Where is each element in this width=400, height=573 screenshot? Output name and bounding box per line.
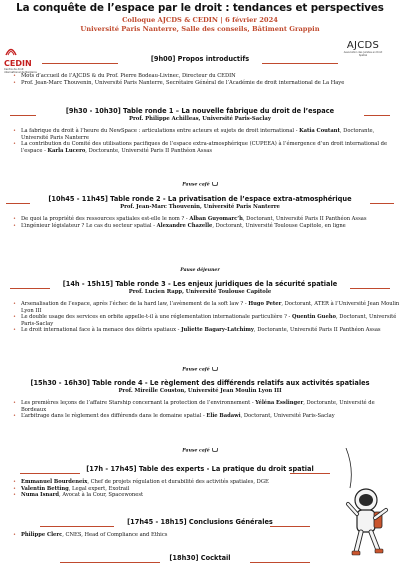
ajcds-logo-sub: Association des Juristes en Droit Spatial xyxy=(343,51,383,57)
section-time: [17h - 17h45] xyxy=(86,465,137,473)
section-title: Table ronde 2 - La privatisation de l’espace extra-atmosphérique xyxy=(110,195,352,203)
section-chair: Prof. Jean-Marc Thouvenin, Université Paris Nanterre xyxy=(120,204,280,210)
section-chair: Prof. Lucien Rapp, Université Toulouse Capitole xyxy=(128,289,272,295)
title-rule-right xyxy=(270,526,310,527)
section-table-ronde-2 xyxy=(0,195,400,229)
ajcds-logo-name: AJCDS xyxy=(346,40,380,51)
section-time: [15h30 - 16h30] xyxy=(30,379,90,387)
page-title: La conquête de l’espace par le droit : tendances et perspectives xyxy=(16,2,384,14)
section-time: [9h30 - 10h30] xyxy=(65,107,121,115)
section-title: Propos introductifs xyxy=(177,55,250,63)
astronaut-illustration-icon xyxy=(336,448,394,568)
section-title: Conclusions Générales xyxy=(188,518,273,526)
pause-dejeuner: Pause déjeuner xyxy=(180,268,220,273)
section-time: [10h45 - 11h45] xyxy=(48,195,108,203)
title-rule-left xyxy=(10,115,36,116)
agenda-list xyxy=(0,128,400,154)
list-item: • Arsenalisation de l’espace, après l’échec de la hard law, l’avènement de la soft law ? - Hugo Peter, Doctorant, ATER à l’Université Jean Moulin Lyon III xyxy=(21,301,400,314)
section-chair: Prof. Philippe Achilleas, Université Paris-Saclay xyxy=(129,116,271,122)
title-rule-right xyxy=(350,288,390,289)
title-rule-right xyxy=(290,473,330,474)
title-rule-right xyxy=(364,115,390,116)
section-title: Table ronde 1 – La nouvelle fabrique du droit de l’espace xyxy=(123,107,335,115)
section-table-ronde-4 xyxy=(0,379,400,420)
section-table-ronde-1 xyxy=(0,107,400,154)
event-subtitle: Colloque AJCDS & CEDIN | 6 février 2024 xyxy=(122,16,278,24)
section-title: Table ronde 3 - Les enjeux juridiques de la sécurité spatiale xyxy=(115,280,338,288)
title-rule-left xyxy=(40,526,114,527)
section-propos xyxy=(0,55,400,86)
list-item: • De quoi la propriété des ressources spatiales est-elle le nom ? - Alban Guyomarc’h, Doctorant, Université Paris II Panthéon Assas xyxy=(21,216,400,223)
section-time: [17h45 - 18h15] xyxy=(127,518,187,526)
section-title: Table ronde 4 - Le règlement des différends relatifs aux activités spatiales xyxy=(92,379,370,387)
title-rule-left xyxy=(60,562,160,563)
list-item: • Mots d’accueil de l’AJCDS & du Prof. Pierre Bodeau-Livinec, Directeur du CEDIN xyxy=(21,73,400,80)
title-rule-left xyxy=(20,473,80,474)
section-table-ronde-3 xyxy=(0,280,400,334)
list-item: • La fabrique du droit à l’heure du NewSpace : articulations entre acteurs et sujets de droit international - Katia Coutant, Doctorante, Université Paris Nanterre xyxy=(21,128,400,141)
list-item: • Philippe Clerc, CNES, Head of Compliance and Ethics xyxy=(21,532,400,539)
coffee-cup-icon xyxy=(212,367,218,371)
list-item: • Le droit international face à la menace des débris spatiaux - Juliette Bagary-Latchimy, Doctorante, Université Paris II Panthéon Assas xyxy=(21,327,400,334)
agenda-list xyxy=(0,216,400,229)
coffee-cup-icon xyxy=(212,182,218,186)
cedin-logo-sub: Centre de droit international de Nanterre xyxy=(4,68,37,74)
pause-cafe-3: Pause café xyxy=(0,448,400,454)
list-item: • Les premières leçons de l’affaire Starship concernant la protection de l’environnement - Yéléna Esslinger, Doctorante, Université de Bordeaux xyxy=(21,400,390,413)
section-time: [18h30] xyxy=(169,554,199,562)
pause-cafe-2: Pause café xyxy=(0,367,400,373)
list-item: • Numa Isnard, Avocat à la Cour, Spacewonest xyxy=(21,492,340,499)
section-time: [14h - 15h15] xyxy=(62,280,114,288)
title-rule-right xyxy=(262,63,338,64)
list-item: • La contribution du Comité des utilisations pacifiques de l’espace extra-atmosphérique (CUPEEA) à l’émergence d’un droit international de l’espace - Karla Lucero, Doctorante, Université Paris II Panthéon Assas xyxy=(21,141,400,154)
pause-cafe-1: Pause café xyxy=(0,182,400,188)
section-time: [9h00] xyxy=(150,55,176,63)
list-item: • Valentin Betting, Legal expert, Exotrail xyxy=(21,486,340,493)
event-venue: Université Paris Nanterre, Salle des conseils, Bâtiment Grappin xyxy=(80,25,320,33)
agenda-list xyxy=(0,73,400,86)
title-rule-left xyxy=(42,63,118,64)
agenda-list xyxy=(0,400,400,420)
list-item: • Le double usage des services en orbite appelle-t-il à une réglementation internationale particulière ? - Quentin Gueho, Doctorant, Université Paris-Saclay xyxy=(21,314,400,327)
list-item: • L’ingénieur législateur ? Le cas du secteur spatial - Alexandre Chazelle, Doctorant, Université Toulouse Capitole, en ligne xyxy=(21,223,400,230)
page-header xyxy=(0,0,400,33)
list-item: • Prof. Jean-Marc Thouvenin, Université Paris Nanterre, Secrétaire Général de l’Académie de droit international de La Haye xyxy=(21,80,400,87)
title-rule-left xyxy=(6,203,30,204)
list-item: • Emmanuel Bourdeneix, Chef de projets régulation et durabilité des activités spatiales, DGE xyxy=(21,479,340,486)
agenda-list xyxy=(0,301,400,334)
cedin-logo-name: CEDIN xyxy=(4,59,32,68)
section-title: Table des experts - La pratique du droit spatial xyxy=(138,465,314,473)
section-title: Cocktail xyxy=(200,554,231,562)
title-rule-right xyxy=(250,562,310,563)
title-rule-right xyxy=(370,203,394,204)
title-rule-left xyxy=(10,288,50,289)
coffee-cup-icon xyxy=(212,448,218,452)
list-item: • L’arbitrage dans le règlement des différends dans le domaine spatial - Elie Badawi, Doctorant, Université Paris-Saclay xyxy=(21,413,390,420)
section-chair: Prof. Mireille Couston, Université Jean Moulin Lyon III xyxy=(118,388,282,394)
